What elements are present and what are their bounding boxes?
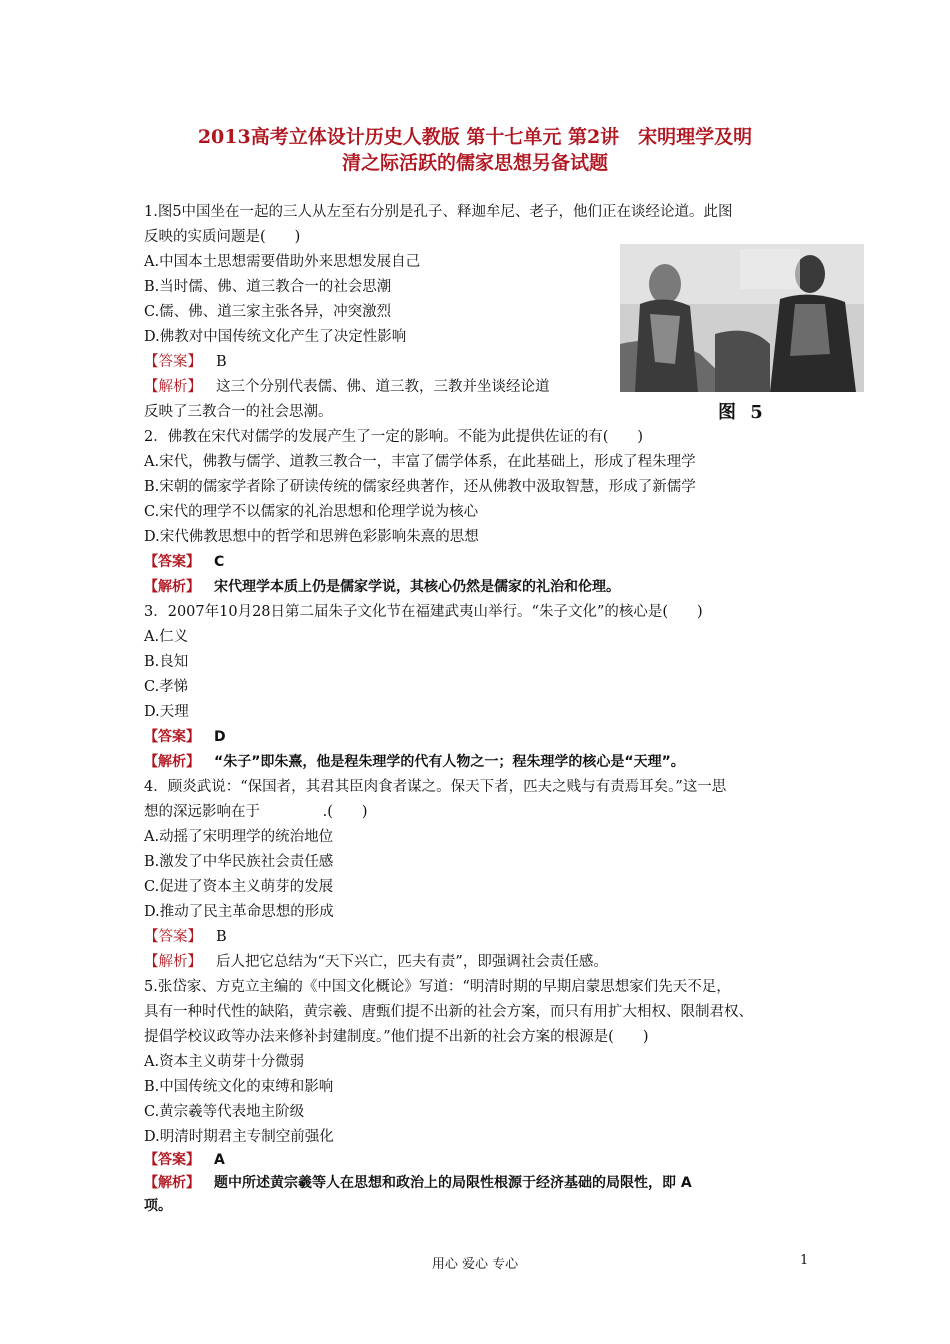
analysis-tag: 【解析】 xyxy=(144,954,202,970)
answer-value: A xyxy=(214,1152,225,1168)
figure-illustration xyxy=(620,244,864,392)
analysis-tag: 【解析】 xyxy=(144,579,200,595)
footer-slogan: 用心 爱心 专心 xyxy=(431,1257,519,1272)
q2-option-d: D.宋代佛教思想中的哲学和思辨色彩影响朱熹的思想 xyxy=(144,529,479,545)
q2-option-a: A.宋代，佛教与儒学、道教三教合一，丰富了儒学体系，在此基础上，形成了程朱理学 xyxy=(144,454,696,470)
q4-stem-line1: 4．顾炎武说：“保国者，其君其臣肉食者谋之。保天下者，匹夫之贱与有责焉耳矣。”这一思 xyxy=(144,779,727,795)
answer-tag: 【答案】 xyxy=(144,1152,200,1168)
q3-option-d: D.天理 xyxy=(144,704,189,720)
q2-stem: 2．佛教在宋代对儒学的发展产生了一定的影响。不能为此提供佐证的有( ) xyxy=(144,429,644,445)
q4-stem-line2: 想的深远影响在于 .( ) xyxy=(144,804,368,820)
q1-answer xyxy=(144,352,227,372)
document-title-line2: 清之际活跃的儒家思想另备试题 xyxy=(341,152,608,174)
q3-option-b: B.良知 xyxy=(144,654,189,670)
q3-option-a: A.仁义 xyxy=(144,629,189,645)
q1-analysis-line2: 反映了三教合一的社会思潮。 xyxy=(144,404,333,420)
answer-value: D xyxy=(214,729,226,745)
q4-analysis xyxy=(144,952,608,972)
q5-answer xyxy=(144,1150,225,1170)
q4-option-a: A.动摇了宋明理学的统治地位 xyxy=(144,829,334,845)
answer-tag: 【答案】 xyxy=(144,354,202,370)
document-title-line1: 2013高考立体设计历史人教版 第十七单元 第2讲 宋明理学及明 xyxy=(197,126,753,148)
q5-analysis-line1 xyxy=(144,1173,692,1193)
answer-value: B xyxy=(216,929,227,945)
q5-option-a: A.资本主义萌芽十分微弱 xyxy=(144,1054,305,1070)
answer-value: B xyxy=(216,354,227,370)
analysis-text: 后人把它总结为“天下兴亡，匹夫有责”，即强调社会责任感。 xyxy=(216,954,608,970)
q3-option-c: C.孝悌 xyxy=(144,679,189,695)
q4-answer xyxy=(144,927,227,947)
answer-tag: 【答案】 xyxy=(144,929,202,945)
q5-option-d: D.明清时期君主专制空前强化 xyxy=(144,1129,334,1145)
answer-value: C xyxy=(214,554,225,570)
q3-answer xyxy=(144,727,226,747)
q5-stem-line1: 5.张岱家、方克立主编的《中国文化概论》写道：“明清时期的早期启蒙思想家们先天不足， xyxy=(144,979,731,995)
analysis-text: “朱子”即朱熹，他是程朱理学的代有人物之一；程朱理学的核心是“天理”。 xyxy=(214,754,685,770)
q1-option-a: A.中国本土思想需要借助外来思想发展自己 xyxy=(144,254,421,270)
q5-stem-line3: 提倡学校议政等办法来修补封建制度。”他们提不出新的社会方案的根源是( ) xyxy=(144,1029,649,1045)
analysis-text: 宋代理学本质上仍是儒家学说，其核心仍然是儒家的礼治和伦理。 xyxy=(214,579,620,595)
q1-option-c: C.儒、佛、道三家主张各异，冲突激烈 xyxy=(144,304,392,320)
q2-answer xyxy=(144,552,224,572)
q1-analysis-line1 xyxy=(144,377,550,397)
answer-tag: 【答案】 xyxy=(144,729,200,745)
q3-stem: 3．2007年10月28日第二届朱子文化节在福建武夷山举行。“朱子文化”的核心是( ) xyxy=(144,604,703,620)
analysis-text: 题中所述黄宗羲等人在思想和政治上的局限性根源于经济基础的局限性，即 A xyxy=(214,1175,692,1191)
q2-option-c: C.宋代的理学不以儒家的礼治思想和伦理学说为核心 xyxy=(144,504,479,520)
q5-stem-line2: 具有一种时代性的缺陷，黄宗羲、唐甄们提不出新的社会方案，而只有用扩大相权、限制君权、 xyxy=(144,1004,753,1020)
figure-caption: 图 5 xyxy=(718,402,767,423)
q2-option-b: B.宋朝的儒家学者除了研读传统的儒家经典著作，还从佛教中汲取智慧，形成了新儒学 xyxy=(144,479,696,495)
answer-tag: 【答案】 xyxy=(144,554,200,570)
q3-analysis xyxy=(144,752,685,772)
figure-5-image xyxy=(620,244,864,392)
analysis-text: 这三个分别代表儒、佛、道三教，三教并坐谈经论道 xyxy=(216,379,550,395)
q5-option-b: B.中国传统文化的束缚和影响 xyxy=(144,1079,334,1095)
analysis-tag: 【解析】 xyxy=(144,754,200,770)
q5-option-c: C.黄宗羲等代表地主阶级 xyxy=(144,1104,305,1120)
q1-option-b: B.当时儒、佛、道三教合一的社会思潮 xyxy=(144,279,392,295)
q1-option-d: D.佛教对中国传统文化产生了决定性影响 xyxy=(144,329,407,345)
analysis-tag: 【解析】 xyxy=(144,379,202,395)
analysis-tag: 【解析】 xyxy=(144,1175,200,1191)
q4-option-b: B.激发了中华民族社会责任感 xyxy=(144,854,334,870)
q2-analysis xyxy=(144,577,620,597)
q4-option-c: C.促进了资本主义萌芽的发展 xyxy=(144,879,334,895)
q5-analysis-line2: 项。 xyxy=(144,1198,172,1214)
q4-option-d: D.推动了民主革命思想的形成 xyxy=(144,904,334,920)
q1-stem-line2: 反映的实质问题是( ) xyxy=(144,229,301,245)
q1-stem-line1: 1.图5中国坐在一起的三人从左至右分别是孔子、释迦牟尼、老子，他们正在谈经论道。此图 xyxy=(144,204,733,220)
page-number: 1 xyxy=(800,1253,809,1268)
